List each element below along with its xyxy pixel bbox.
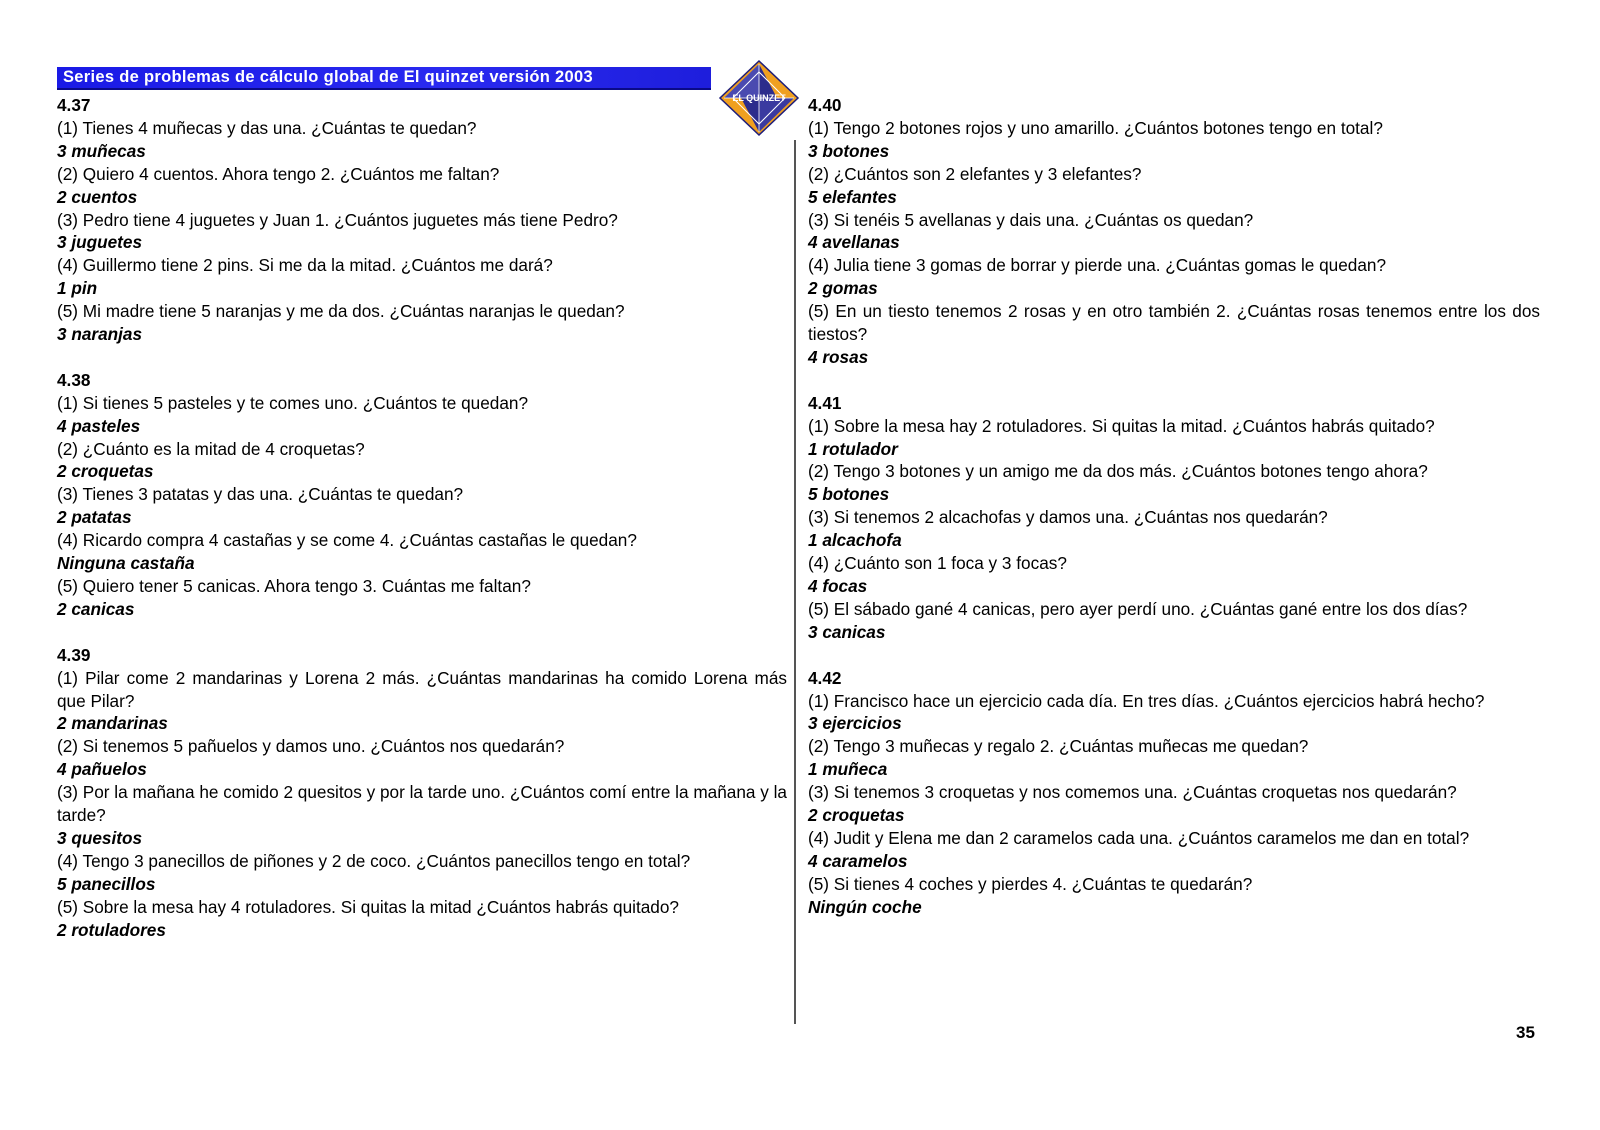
problem-answer: 3 muñecas xyxy=(57,140,146,161)
problem-question: (1) Si tienes 5 pasteles y te comes uno. ¿Cuántos te quedan? xyxy=(57,392,529,413)
problem-set-number: 4.38 xyxy=(57,369,91,390)
problem-answer: 4 pañuelos xyxy=(57,759,147,780)
problem-answer: 3 juguetes xyxy=(57,232,143,253)
problem-answer: 4 rosas xyxy=(808,346,869,367)
problem-answer: 2 rotuladores xyxy=(57,919,166,940)
problem-answer: 3 naranjas xyxy=(57,324,143,345)
problem-answer: 2 croquetas xyxy=(57,461,154,482)
problem-answer: 4 focas xyxy=(808,576,868,597)
problem-question: (5) Sobre la mesa hay 4 rotuladores. Si quitas la mitad ¿Cuántos habrás quitado? xyxy=(57,896,679,917)
problem-question: (1) Tengo 2 botones rojos y uno amarillo. ¿Cuántos botones tengo en total? xyxy=(808,117,1383,138)
problem-question: (5) El sábado gané 4 canicas, pero ayer perdí uno. ¿Cuántas gané entre los dos días? xyxy=(808,598,1468,619)
problem-answer: 1 muñeca xyxy=(808,759,888,780)
problem-question: (1) Pilar come 2 mandarinas y Lorena 2 más. ¿Cuántas mandarinas ha comido Lorena más que Pilar? xyxy=(57,667,787,711)
problem-question: (3) Si tenemos 2 alcachofas y damos una. ¿Cuántas nos quedarán? xyxy=(808,507,1328,528)
problem-question: (2) ¿Cuántos son 2 elefantes y 3 elefantes? xyxy=(808,163,1142,184)
problem-answer: 3 botones xyxy=(808,140,890,161)
problem-question: (3) Por la mañana he comido 2 quesitos y por la tarde uno. ¿Cuántos comí entre la mañana y la tarde? xyxy=(57,782,787,826)
problem-question: (5) Mi madre tiene 5 naranjas y me da dos. ¿Cuántas naranjas le quedan? xyxy=(57,301,625,322)
problem-answer: 1 pin xyxy=(57,278,98,299)
problem-answer: 2 cuentos xyxy=(57,186,138,207)
problem-set xyxy=(57,94,787,346)
problem-set-number: 4.40 xyxy=(808,95,842,115)
problem-set xyxy=(808,94,1540,369)
problem-answer: 2 patatas xyxy=(57,507,132,528)
problem-question: (3) Tienes 3 patatas y das una. ¿Cuántas te quedan? xyxy=(57,484,464,505)
problem-answer: 2 canicas xyxy=(57,598,135,619)
problem-set-number: 4.39 xyxy=(57,644,91,665)
problem-question: (1) Tienes 4 muñecas y das una. ¿Cuántas te quedan? xyxy=(57,117,477,138)
problem-answer: 4 caramelos xyxy=(808,850,908,871)
problem-question: (4) Guillermo tiene 2 pins. Si me da la mitad. ¿Cuántos me dará? xyxy=(57,255,553,276)
logo-text: EL QUINZET xyxy=(732,93,786,103)
problem-answer: 3 quesitos xyxy=(57,827,143,848)
problem-question: (3) Si tenéis 5 avellanas y dais una. ¿Cuántas os quedan? xyxy=(808,209,1254,230)
problem-question: (4) Julia tiene 3 gomas de borrar y pierde una. ¿Cuántas gomas le quedan? xyxy=(808,255,1387,276)
problem-question: (1) Sobre la mesa hay 2 rotuladores. Si quitas la mitad. ¿Cuántos habrás quitado? xyxy=(808,415,1435,436)
header-bar xyxy=(57,67,711,90)
problem-question: (4) ¿Cuánto son 1 foca y 3 focas? xyxy=(808,553,1067,574)
problem-question: (2) Quiero 4 cuentos. Ahora tengo 2. ¿Cuántos me faltan? xyxy=(57,163,500,184)
problem-set-number: 4.41 xyxy=(808,392,842,413)
problem-question: (4) Ricardo compra 4 castañas y se come 4. ¿Cuántas castañas le quedan? xyxy=(57,530,637,551)
problem-set-number: 4.37 xyxy=(57,95,91,115)
problem-question: (5) En un tiesto tenemos 2 rosas y en otro también 2. ¿Cuántas rosas tenemos entre los dos tiestos? xyxy=(808,301,1540,345)
problem-answer: 5 botones xyxy=(808,484,890,505)
problem-question: (2) Tengo 3 muñecas y regalo 2. ¿Cuántas muñecas me quedan? xyxy=(808,736,1309,757)
problem-question: (3) Si tenemos 3 croquetas y nos comemos una. ¿Cuántas croquetas nos quedarán? xyxy=(808,782,1457,803)
problem-set xyxy=(57,369,787,621)
problem-answer: 1 rotulador xyxy=(808,438,898,459)
problem-set xyxy=(57,644,787,942)
problem-answer: 2 croquetas xyxy=(808,805,905,826)
header-title: Series de problemas de cálculo global de El quinzet versión 2003 xyxy=(63,68,593,86)
problem-answer: 4 pasteles xyxy=(57,415,141,436)
problem-answer: 2 mandarinas xyxy=(57,713,168,734)
problem-answer: 2 gomas xyxy=(808,278,878,299)
problem-set xyxy=(808,392,1540,644)
problem-answer: Ninguna castaña xyxy=(57,553,195,574)
left-column xyxy=(57,94,787,964)
problem-question: (2) Tengo 3 botones y un amigo me da dos más. ¿Cuántos botones tengo ahora? xyxy=(808,461,1428,482)
problem-answer: 5 panecillos xyxy=(57,873,156,894)
problem-answer: 3 ejercicios xyxy=(808,713,902,734)
problem-question: (5) Quiero tener 5 canicas. Ahora tengo 3. Cuántas me faltan? xyxy=(57,576,531,597)
problem-question: (4) Judit y Elena me dan 2 caramelos cada una. ¿Cuántos caramelos me dan en total? xyxy=(808,827,1470,848)
right-column xyxy=(808,94,1540,941)
column-divider xyxy=(794,140,796,1024)
problem-answer: 3 canicas xyxy=(808,621,886,642)
problem-question: (5) Si tienes 4 coches y pierdes 4. ¿Cuántas te quedarán? xyxy=(808,873,1253,894)
page-number: 35 xyxy=(1516,1023,1535,1042)
problem-set xyxy=(808,667,1540,919)
problem-question: (3) Pedro tiene 4 juguetes y Juan 1. ¿Cuántos juguetes más tiene Pedro? xyxy=(57,209,618,230)
problem-set-number: 4.42 xyxy=(808,667,842,688)
problem-answer: 1 alcachofa xyxy=(808,530,902,551)
problem-question: (4) Tengo 3 panecillos de piñones y 2 de coco. ¿Cuántos panecillos tengo en total? xyxy=(57,850,691,871)
problem-question: (1) Francisco hace un ejercicio cada día. En tres días. ¿Cuántos ejercicios habrá hecho? xyxy=(808,690,1485,711)
problem-answer: Ningún coche xyxy=(808,896,922,917)
problem-answer: 4 avellanas xyxy=(808,232,900,253)
problem-answer: 5 elefantes xyxy=(808,186,897,207)
problem-question: (2) ¿Cuánto es la mitad de 4 croquetas? xyxy=(57,438,365,459)
problem-question: (2) Si tenemos 5 pañuelos y damos uno. ¿Cuántos nos quedarán? xyxy=(57,736,565,757)
